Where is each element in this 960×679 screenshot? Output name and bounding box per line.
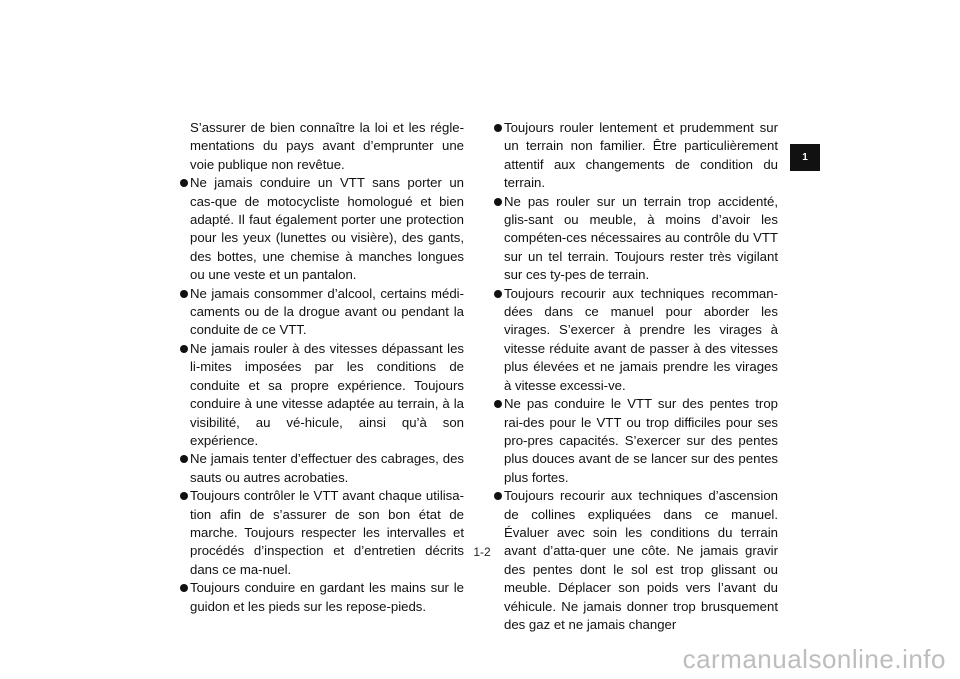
bullet-dot-icon bbox=[494, 124, 502, 132]
bullet-dot-icon bbox=[494, 492, 502, 500]
bullet-text: Toujours conduire en gardant les mains sur le guidon et les pieds sur les repose-pieds. bbox=[190, 580, 464, 614]
bullet-dot-icon bbox=[180, 492, 188, 500]
left-text-column bbox=[180, 119, 464, 616]
bullet-item bbox=[494, 395, 778, 487]
bullet-text: Toujours rouler lentement et prudemment sur un terrain non familier. Être particulièrement attentif aux changements de condition du terrain. bbox=[504, 120, 778, 191]
bullet-text: Ne jamais consommer d’alcool, certains médi-caments ou de la drogue avant ou pendant la conduite de ce VTT. bbox=[190, 285, 464, 338]
chapter-tab: 1 bbox=[790, 144, 820, 171]
watermark: carmanualsonline.info bbox=[682, 644, 946, 674]
bullet-text: Ne jamais rouler à des vitesses dépassant les li-mites imposées par les conditions de conduite et sa propre expérience. Toujours conduire à une vitesse adaptée au terrain, à la visibilité, au vé-hicule, ainsi qu’à son expérience. bbox=[190, 340, 464, 448]
bullet-item bbox=[180, 450, 464, 487]
bullet-dot-icon bbox=[494, 400, 502, 408]
bullet-text: Ne jamais tenter d’effectuer des cabrages, des sauts ou autres acrobaties. bbox=[190, 451, 464, 485]
bullet-item bbox=[494, 285, 778, 395]
bullet-item bbox=[180, 285, 464, 340]
bullet-item bbox=[180, 340, 464, 450]
bullet-dot-icon bbox=[180, 584, 188, 592]
bullet-text: Toujours recourir aux techniques d’ascension de collines expliquées dans ce manuel. Évaluer avec soin les conditions du terrain avant d’atta-quer une côte. Ne jamais gravir des pentes dont le sol est trop glissant ou meuble. Déplacer son poids vers l’avant du véhicule. Ne jamais donner trop brusquement des gaz et ne jamais changer bbox=[504, 488, 778, 632]
bullet-text: Ne jamais conduire un VTT sans porter un cas-que de motocycliste homologué et bien adapté. Il faut également porter une protection pour les yeux (lunettes ou visière), des gants, des bottes, une chemise à manches longues ou une veste et un pantalon. bbox=[190, 175, 464, 283]
bullet-dot-icon bbox=[180, 179, 188, 187]
page-number: 1-2 bbox=[473, 545, 491, 559]
bullet-item bbox=[494, 119, 778, 193]
bullet-text: Toujours contrôler le VTT avant chaque utilisa-tion afin de s’assurer de son bon état de marche. Toujours respecter les intervalles et procédés d’inspection et d’entretien décrits dans ce ma-nuel. bbox=[190, 488, 464, 577]
bullet-text: Ne pas rouler sur un terrain trop accidenté, glis-sant ou meuble, à moins d’avoir les compéten-ces nécessaires au contrôle du VTT sur un tel terrain. Toujours rester très vigilant sur ces ty-pes de terrain. bbox=[504, 193, 778, 283]
bullet-item bbox=[180, 579, 464, 616]
bullet-item bbox=[180, 174, 464, 284]
bullet-dot-icon bbox=[180, 455, 188, 463]
bullet-dot-icon bbox=[180, 290, 188, 298]
bullet-item bbox=[494, 193, 778, 285]
bullet-dot-icon bbox=[180, 345, 188, 353]
bullet-text: Toujours recourir aux techniques recomman-dées dans ce manuel pour aborder les virages. S’exercer à prendre les virages à vitesse réduite avant de passer à des vitesses plus élevées et ne jamais prendre les virages à vitesse excessi-ve. bbox=[504, 285, 778, 393]
bullet-dot-icon bbox=[494, 198, 502, 206]
intro-paragraph: S’assurer de bien connaître la loi et les régle-mentations du pays avant d’emprunter une voie publique non revêtue. bbox=[190, 120, 464, 172]
bullet-text: Ne pas conduire le VTT sur des pentes trop rai-des pour le VTT ou trop difficiles pour ses pro-pres capacités. S’exercer sur des pentes plus douces avant de se lancer sur des pentes plus fortes. bbox=[504, 396, 778, 485]
bullet-item bbox=[180, 487, 464, 579]
right-text-column bbox=[494, 119, 778, 634]
bullet-dot-icon bbox=[494, 290, 502, 298]
bullet-item bbox=[494, 487, 778, 634]
